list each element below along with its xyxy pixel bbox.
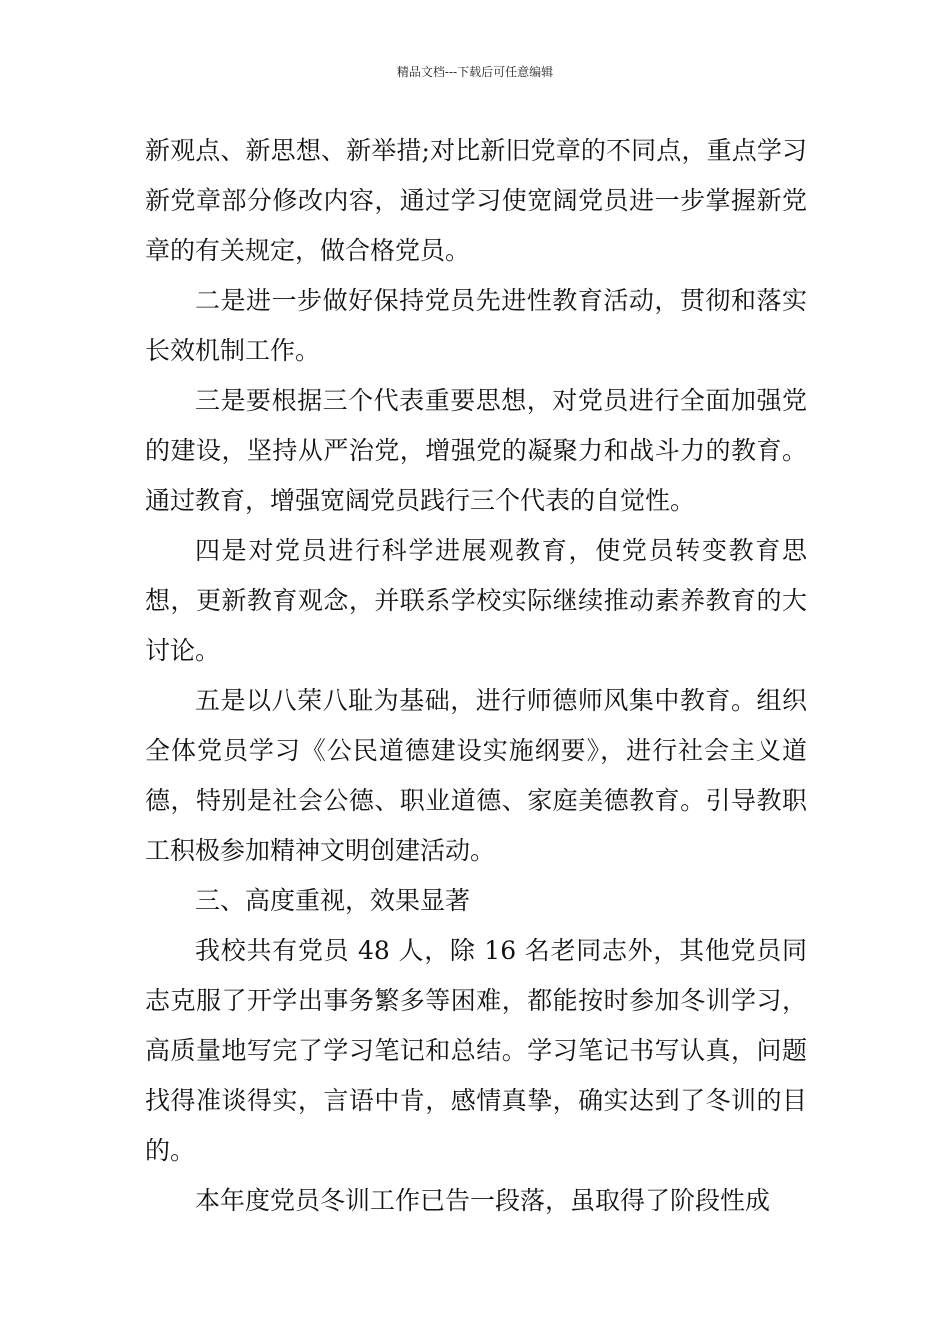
paragraph-point-five: 五是以八荣八耻为基础，进行师德师风集中教育。组织全体党员学习《公民道德建设实施纲要》，进行社会主义道德，特别是社会公德、职业道德、家庭美德教育。引导教职工积极参加精神文明创建活动。 — [145, 686, 807, 865]
paragraph-closing-start: 本年度党员冬训工作已告一段落，虽取得了阶段性成 — [195, 1186, 771, 1215]
document-body — [145, 126, 807, 1226]
paragraph-point-three: 三是要根据三个代表重要思想，对党员进行全面加强党的建设，坚持从严治党，增强党的凝聚力和战斗力的教育。通过教育，增强宽阔党员践行三个代表的自觉性。 — [145, 386, 807, 515]
section-heading: 三、高度重视，效果显著 — [195, 886, 471, 915]
page-header: 精品文档---下载后可任意编辑 — [396, 65, 554, 79]
paragraph-point-two: 二是进一步做好保持党员先进性教育活动，贯彻和落实长效机制工作。 — [145, 286, 807, 365]
paragraph-point-four: 四是对党员进行科学进展观教育，使党员转变教育思想，更新教育观念，并联系学校实际继续推动素养教育的大讨论。 — [145, 536, 807, 665]
paragraph-continued-intro: 新观点、新思想、新举措;对比新旧党章的不同点，重点学习新党章部分修改内容，通过学习使宽阔党员进一步掌握新党章的有关规定，做合格党员。 — [145, 136, 807, 265]
paragraph-member-summary: 我校共有党员 48 人，除 16 名老同志外，其他党员同志克服了开学出事务繁多等困难，都能按时参加冬训学习，高质量地写完了学习笔记和总结。学习笔记书写认真，问题找得准谈得实，言语中肯，感情真挚，确实达到了冬训的目的。 — [145, 936, 807, 1165]
